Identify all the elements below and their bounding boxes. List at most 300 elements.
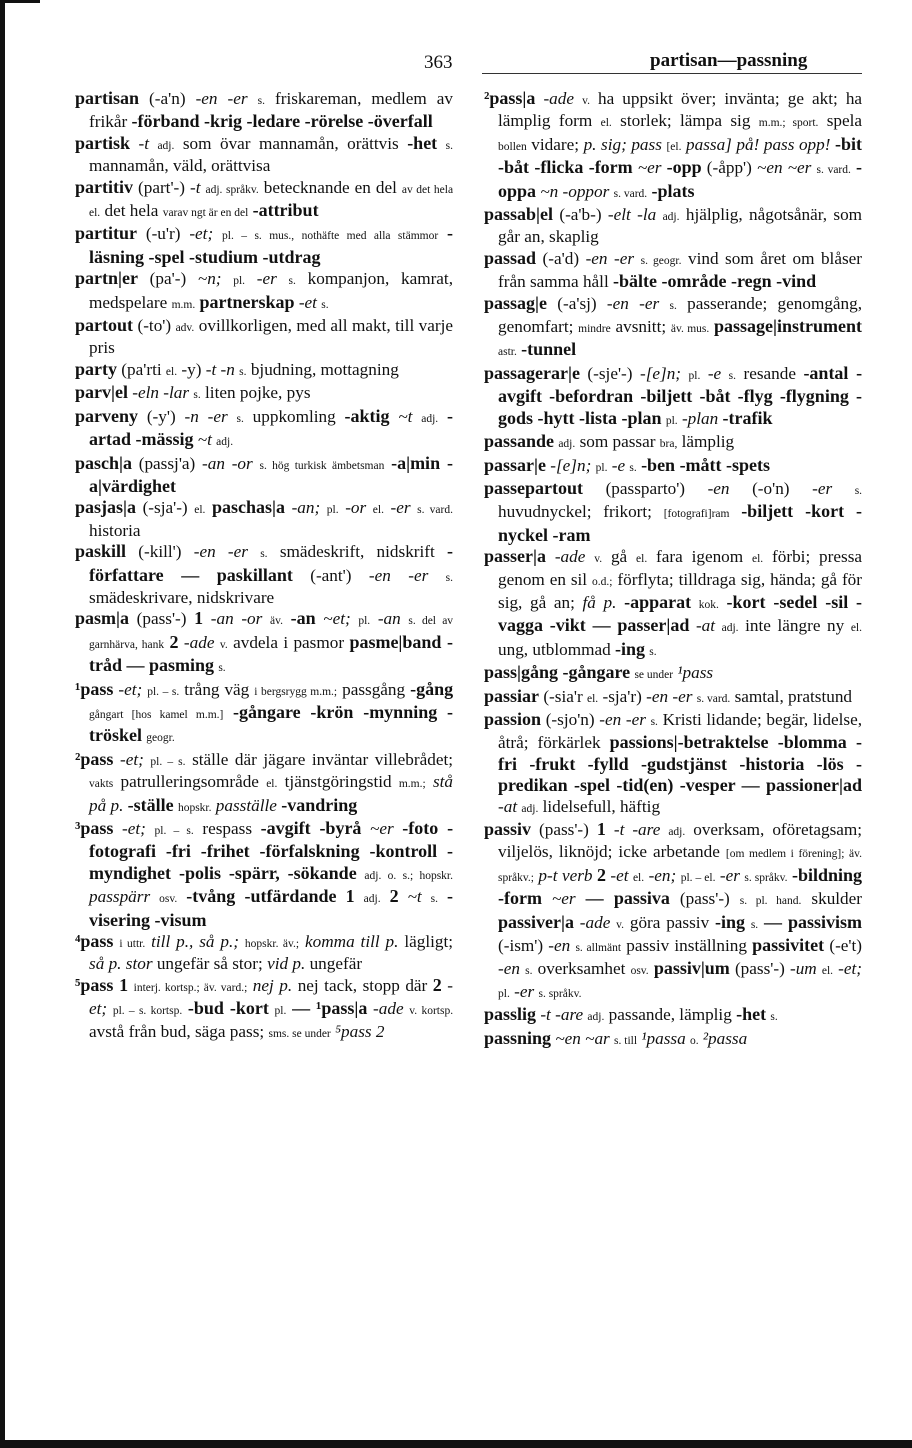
entry-text: el. — [194, 504, 206, 517]
entry-text: adj. — [363, 893, 381, 906]
headword-text: -trafik — [722, 407, 773, 428]
entry-text: bjudning, mottagning — [250, 359, 399, 379]
entry-text: -ade — [579, 912, 611, 932]
entry-text: varav ngt är en del — [162, 207, 249, 220]
entry-text: s. del av garnhärva, hank — [89, 615, 454, 651]
headword-text: — passiva — [585, 888, 670, 909]
entry-text: lägligt; — [404, 932, 454, 952]
entry-text: s. — [629, 461, 637, 474]
entry-text: -e — [611, 455, 626, 475]
entry-text: som övar mannamån, orättvis — [182, 133, 399, 153]
entry-text: pl. — [233, 275, 246, 288]
entry-text: i uttr. — [119, 938, 146, 951]
headword-text: partn|er — [75, 268, 138, 289]
entry-text: s. språkv. — [538, 987, 582, 1000]
entry-text: s. — [669, 299, 677, 312]
dictionary-entry — [75, 497, 453, 541]
entry-text: passande, lämplig — [608, 1005, 732, 1025]
entry-text: adj. — [421, 412, 439, 425]
entry-text: (-åpp') — [706, 158, 752, 178]
headword-text: -bud -kort — [187, 998, 269, 1019]
entry-text: interj. kortsp.; äv. vard.; — [133, 981, 248, 994]
entry-text: pl. — [326, 504, 339, 517]
entry-text: ~t — [398, 406, 413, 426]
entry-text: -an -or — [210, 609, 263, 629]
entry-text: s. — [728, 369, 736, 382]
entry-text: (-a'b-) — [559, 205, 602, 225]
entry-text: (pass'-) — [136, 609, 187, 629]
headword-text: pasme|band -tråd — pasming — [89, 631, 454, 676]
entry-text: -et; — [189, 224, 214, 244]
dictionary-entry — [75, 541, 453, 608]
entry-text: pl. – s. — [147, 685, 180, 698]
entry-text: lämplig — [681, 432, 735, 452]
headword-text: passions|-betraktelse -blomma -fri -frukt -fylld -gudstjänst -historia -lös -predikan -spel -tid(en) -vesper — passioner|ad — [498, 732, 862, 796]
header-rule — [482, 73, 862, 74]
scan-edge-bottom — [0, 1440, 912, 1448]
entry-text: -[e]n; — [639, 363, 682, 383]
headword-text: partnerskap — [199, 291, 295, 312]
entry-text: s. — [257, 95, 265, 107]
dictionary-entry — [484, 546, 862, 662]
entry-text: -e — [707, 363, 722, 383]
entry-text: -ade — [183, 632, 215, 652]
entry-text: o. — [689, 1034, 699, 1047]
entry-text: adj. — [668, 826, 686, 838]
entry-text: (pass'-) — [539, 820, 589, 839]
entry-text: v. — [594, 553, 603, 566]
entry-text: pl. – s. — [150, 755, 186, 768]
entry-text: det hela — [104, 201, 159, 221]
entry-text: inte längre ny — [745, 616, 845, 636]
headword-text: -an — [290, 608, 316, 629]
entry-text: bollen — [498, 140, 527, 153]
entry-text: pl. — [358, 615, 371, 628]
entry-text: -en -er — [599, 709, 646, 729]
entry-text: (pass'-) — [679, 889, 730, 909]
entry-text: ¹passa — [641, 1028, 686, 1048]
headword-text: ²pass — [75, 748, 114, 769]
headword-text: -het — [407, 132, 438, 153]
headword-text: -förband -krig -ledare -rörelse -överfall — [131, 111, 433, 132]
entry-text: osv. — [630, 965, 649, 978]
page-number: 363 — [424, 52, 453, 73]
entry-text: göra passiv — [629, 912, 710, 932]
entry-text: adj. — [521, 802, 539, 815]
entry-text: -en -er — [193, 542, 248, 562]
entry-text: -er — [812, 478, 833, 498]
headword-text: passning — [484, 1027, 552, 1048]
entry-text: lidelsefull, häftig — [542, 796, 661, 816]
dictionary-entry — [484, 819, 862, 1004]
entry-text: s. språkv. — [744, 871, 788, 884]
entry-text: passiv inställning — [626, 936, 747, 956]
entry-text: patrulleringsområde — [120, 772, 259, 792]
entry-text: passgång — [342, 679, 406, 699]
entry-text: adj. — [662, 211, 680, 224]
headword-text: -a|min -a|värdighet — [89, 452, 454, 496]
headword-text: ²pass|a — [484, 88, 536, 108]
entry-text: friskareman, medlem av frikår — [89, 89, 454, 132]
entry-text: m.m.; — [398, 778, 426, 791]
entry-text: s. — [218, 662, 226, 675]
entry-text: trång väg — [184, 679, 250, 699]
headword-text: 2 — [596, 864, 606, 885]
dictionary-entry — [75, 818, 453, 931]
entry-text: (-sjo'n) — [545, 709, 595, 729]
entry-text: pl. – s. — [154, 825, 194, 837]
entry-text: förbi; pressa genom en sil — [498, 547, 863, 589]
entry-text: skulder — [811, 889, 863, 909]
headword-text: 2 — [432, 974, 442, 995]
entry-text: (-e't) — [829, 936, 863, 956]
scan-edge-top — [0, 0, 40, 3]
entry-text: passpärr — [89, 887, 151, 907]
entry-text: betecknande en del — [263, 177, 397, 197]
headword-text: -antal -avgift -befordran -biljett -båt -flyg -flygning -gods -hytt -lista -plan — [498, 362, 863, 428]
entry-text: s. — [650, 715, 658, 728]
entry-text: (-sje'-) — [587, 363, 633, 383]
dictionary-entry — [75, 679, 453, 749]
entry-text: -et — [298, 292, 317, 312]
entry-text: ~t — [407, 887, 422, 907]
entry-text: -elt -la — [607, 205, 657, 225]
entry-text: -en -er — [195, 89, 248, 108]
entry-text: (-a'n) — [149, 89, 186, 108]
entry-text: (-ant') — [310, 565, 352, 585]
headword-text: -författare — paskillant — [89, 541, 454, 585]
entry-text: s. — [236, 412, 244, 425]
entry-text: adj. — [587, 1011, 605, 1024]
entry-text: adj. — [558, 438, 576, 451]
entry-text: bra, — [659, 438, 678, 451]
entry-text: äv. — [269, 615, 283, 628]
entry-text: s. — [525, 965, 533, 978]
entry-text: s. — [750, 918, 759, 931]
dictionary-entry — [484, 455, 862, 478]
entry-text: geogr. — [146, 732, 175, 745]
headword-text: -visering -visum — [89, 886, 454, 930]
headword-text: party — [75, 358, 117, 379]
entry-text: p-t verb — [538, 865, 593, 885]
entry-text: -er — [256, 269, 277, 289]
dictionary-entry — [75, 453, 453, 498]
dictionary-entry — [75, 268, 453, 315]
entry-text: -at — [695, 616, 716, 636]
headword-text: passivitet — [752, 935, 825, 956]
entry-text: m.m.; sport. — [758, 117, 819, 130]
entry-text: -ade — [373, 999, 404, 1019]
headword-text: partitiv — [75, 176, 133, 197]
entry-text: el. — [850, 622, 863, 635]
dictionary-entry — [484, 662, 862, 685]
entry-text: så p. stor — [89, 954, 153, 974]
headword-text: passage|instrument — [714, 316, 863, 337]
entry-text: el. — [586, 692, 599, 705]
entry-text: ställe där jägare inväntar villebrådet; — [192, 749, 454, 769]
entry-text: till p., så p.; — [151, 932, 239, 952]
entry-text: mindre — [578, 323, 611, 336]
entry-text: -en — [707, 478, 730, 498]
entry-text: ~et; — [323, 609, 351, 629]
scan-edge-left — [0, 0, 5, 1448]
entry-text: el. — [266, 778, 278, 791]
entry-text: el. — [636, 553, 648, 566]
entry-text: hopskr. — [177, 801, 212, 814]
entry-text: förflyta; tilldraga sig, hända; gå för sig, gå an; — [498, 569, 863, 612]
dictionary-entry — [75, 406, 453, 453]
entry-text: ²passa — [702, 1028, 748, 1048]
entry-text: -ade — [554, 547, 586, 567]
headword-text: passlig — [484, 1004, 537, 1025]
headword-text: paschas|a — [212, 497, 285, 518]
entry-text: s. allmänt — [575, 942, 622, 955]
entry-text: s. till — [614, 1034, 638, 1047]
headword-text: passiv — [484, 819, 532, 839]
entry-text: -plan — [681, 408, 719, 428]
headword-text: passad — [484, 247, 537, 268]
entry-text: -um — [789, 959, 817, 979]
headword-text: 1 — [194, 608, 204, 629]
entry-text: s. — [321, 298, 329, 311]
headword-text: -attribut — [252, 200, 319, 221]
entry-text: huvudnyckel; frikort; — [498, 502, 652, 522]
dictionary-entry — [75, 975, 453, 1044]
dictionary-entry — [75, 749, 453, 818]
entry-text: pl. – s. kortsp. — [112, 1005, 183, 1018]
entry-text: -t — [190, 177, 201, 197]
entry-text: [fotografi]ram — [663, 508, 730, 521]
headword-text: pasch|a — [75, 452, 132, 473]
entry-text: (-y') — [146, 406, 176, 426]
entry-text: ~er — [637, 158, 662, 178]
entry-text: adv. — [175, 322, 195, 335]
headword-text: -gång — [410, 678, 454, 699]
entry-text: m.m. — [171, 298, 196, 311]
entry-text: avdela i pasmor — [233, 632, 345, 652]
entry-text: uppkomling — [252, 406, 336, 426]
entry-text: -y) — [181, 359, 202, 379]
headword-text: -apparat — [624, 591, 692, 612]
dictionary-entry — [75, 931, 453, 975]
entry-text: ~n -oppor — [540, 181, 610, 201]
entry-text: (-to') — [137, 316, 172, 336]
headword-text: -bälte -område -regn -vind — [613, 271, 817, 292]
headword-text: passagerar|e — [484, 362, 580, 383]
entry-text: -t — [138, 133, 149, 153]
headword-text: -opp — [666, 157, 702, 178]
entry-text: v. — [219, 638, 228, 651]
dictionary-entry — [75, 608, 453, 678]
entry-text: -en -er — [368, 565, 429, 585]
headword-text: -avgift -byrå — [260, 818, 362, 838]
entry-text: ~er — [370, 819, 394, 838]
entry-text: avstå från bud, säga pass; — [89, 1021, 265, 1041]
headword-text: partisan — [75, 88, 140, 108]
entry-text: (-kill') — [138, 542, 182, 562]
entry-text: se under — [634, 669, 674, 682]
entry-text: (-o'n) — [752, 478, 790, 498]
dictionary-entry — [75, 88, 453, 133]
headword-text: -ben -mått -spets — [641, 454, 771, 475]
entry-text: s. — [260, 548, 268, 561]
entry-text: som passar — [579, 432, 656, 452]
entry-text: (pa'rti — [121, 359, 162, 379]
entry-text: -er — [390, 498, 411, 518]
entry-text: Kristi lidande; begär, lidelse, åtrå; förkärlek — [498, 709, 862, 753]
headword-text: passande — [484, 431, 555, 452]
entry-text: s. — [854, 484, 863, 497]
headword-text: -bit -båt -flicka -form — [498, 133, 863, 178]
entry-text: (-a'sj) — [557, 293, 597, 313]
entry-text: (pass'-) — [734, 959, 785, 979]
entry-text: [el. — [666, 140, 682, 153]
entry-text: s. vard. — [816, 164, 851, 177]
entry-text: pl. — [595, 461, 608, 474]
right-column — [484, 88, 862, 1051]
entry-text: -en — [548, 936, 571, 956]
headword-text: -ing — [714, 911, 745, 932]
entry-text: vakts — [89, 778, 114, 791]
entry-text: -an; — [291, 498, 321, 518]
headword-text: parv|el — [75, 382, 128, 403]
entry-text: (pa'-) — [149, 269, 187, 289]
entry-text: -eln -lar — [132, 383, 190, 403]
entry-text: -en -er — [606, 293, 660, 313]
entry-text: -t -are — [540, 1005, 584, 1025]
entry-text: adj. språkv. — [205, 183, 259, 196]
headword-text: pasjas|a — [75, 497, 136, 518]
entry-text: få p. — [582, 592, 617, 612]
dictionary-entry — [484, 204, 862, 248]
entry-text: adj. — [216, 436, 234, 449]
entry-text: el. — [165, 365, 178, 378]
headword-text: -tvång -utfärdande 1 — [186, 886, 355, 907]
entry-text: -et; — [122, 819, 146, 838]
entry-text: s. — [193, 389, 201, 402]
entry-text: passa] på! pass opp! — [686, 134, 831, 154]
entry-text: ovillkorligen, med all makt, till varje pris — [89, 316, 454, 358]
dictionary-entry — [75, 177, 453, 224]
headword-text: -oppa — [498, 157, 863, 201]
entry-text: (passj'a) — [138, 453, 196, 473]
entry-text: s. — [649, 645, 657, 658]
dictionary-entry — [484, 709, 862, 819]
headword-text: passiv|um — [653, 958, 730, 979]
headword-text: passab|el — [484, 204, 553, 225]
entry-text: av det hela el. — [89, 183, 454, 220]
entry-text: kok. — [698, 598, 719, 611]
headword-text: passer|a — [484, 546, 546, 567]
headword-text: partout — [75, 315, 133, 336]
entry-text: pasställe — [215, 795, 277, 815]
entry-text: kompanjon, kamrat, medspelare — [89, 269, 453, 312]
entry-text: -ade — [543, 89, 574, 108]
entry-text: nej tack, stopp där — [297, 975, 428, 995]
entry-text: -en -er — [585, 248, 635, 268]
entry-text: (-a'd) — [542, 248, 580, 268]
entry-text: -an -or — [202, 453, 253, 473]
headword-text: passion — [484, 708, 542, 729]
dictionary-entry — [484, 1004, 862, 1027]
entry-text: hjälplig, någotsånär, som går an, skaplig — [498, 205, 863, 247]
headword-text: ¹pass — [75, 678, 114, 699]
headword-text: -gångare -krön -mynning -tröskel — [89, 701, 454, 746]
headword-text: passepartout — [484, 477, 584, 498]
entry-text: tjänstgöringstid — [284, 772, 392, 792]
entry-text: (-u'r) — [145, 224, 181, 244]
headword-text: — passivism — [763, 911, 863, 932]
entry-text: ha uppsikt över; invänta; ge akt; ha lämplig form — [498, 89, 863, 131]
entry-text: mannamån, väld, orättvisa — [89, 156, 271, 176]
entry-text: (-sia'r — [543, 686, 583, 706]
headword-text: -plats — [651, 180, 695, 201]
entry-text: -n -er — [184, 406, 228, 426]
headword-text: -foto -fotografi -fri -frihet -förfalskning -kontroll -myndighet -polis -spärr, -sökande — [89, 818, 454, 883]
entry-text: (part'-) — [138, 177, 185, 197]
entry-text: (-sja'-) — [142, 498, 188, 518]
entry-text: -t -n — [205, 359, 235, 379]
entry-text: osv. — [159, 893, 178, 906]
entry-text: vind som året om blåser från samma håll — [498, 248, 863, 292]
dictionary-entry — [484, 431, 862, 454]
entry-text: ⁵pass 2 — [335, 1021, 385, 1041]
headword-text: -kort -sedel -sil -vagga -vikt — passer|ad — [498, 591, 863, 636]
entry-text: pl. – s. mus., nothäfte med alla stämmor — [222, 230, 439, 243]
entry-text: s. pl. hand. — [739, 895, 802, 908]
entry-text: gå — [610, 547, 628, 567]
dictionary-entry — [484, 686, 862, 709]
entry-text: overksam, oföretagsam; viljelös, liknöjd; icke arbetande — [498, 820, 863, 862]
entry-text: respass — [202, 819, 253, 838]
entry-text: adj. — [157, 139, 175, 152]
entry-text: adj. o. s.; hopskr. — [364, 869, 453, 882]
entry-text: äv. mus. — [670, 323, 710, 336]
entry-text: v. kortsp. — [409, 1005, 454, 1018]
entry-text: -en -er — [646, 686, 693, 706]
entry-text: overksamhet — [537, 959, 626, 979]
headword-text: ⁵pass 1 — [75, 974, 129, 995]
entry-text: s. hög turkisk ämbetsman — [259, 459, 385, 472]
headword-text: — ¹pass|a — [292, 998, 368, 1019]
entry-text: s. geogr. — [640, 254, 682, 267]
entry-text: ~en ~er — [757, 158, 812, 178]
entry-text: v. — [616, 918, 625, 931]
entry-text: p. sig; pass — [583, 134, 662, 154]
entry-text: samtal, pratstund — [734, 686, 853, 706]
entry-text: passerande; genomgång, genomfart; — [498, 293, 863, 337]
entry-text: historia — [89, 520, 141, 540]
headword-text: partitur — [75, 223, 137, 244]
entry-text: resande — [743, 363, 796, 383]
entry-text: avsnitt; — [615, 317, 667, 337]
entry-text: -et; — [119, 749, 144, 769]
headword-text: passag|e — [484, 292, 547, 313]
entry-text: -en — [498, 959, 520, 979]
dictionary-entry — [484, 363, 862, 431]
entry-text: -t -are — [613, 820, 661, 839]
dictionary-entry — [484, 248, 862, 293]
entry-text: ~n; — [197, 269, 222, 289]
entry-text: -et; — [838, 959, 863, 979]
entry-text: vid p. — [267, 954, 306, 974]
entry-text: ¹pass — [677, 663, 714, 683]
entry-text: i bergsrygg m.m.; — [254, 685, 338, 698]
entry-text: el. — [752, 553, 764, 566]
dictionary-entry — [75, 382, 453, 405]
entry-text: s. vard. — [417, 504, 453, 517]
headword-text: partisk — [75, 132, 131, 153]
